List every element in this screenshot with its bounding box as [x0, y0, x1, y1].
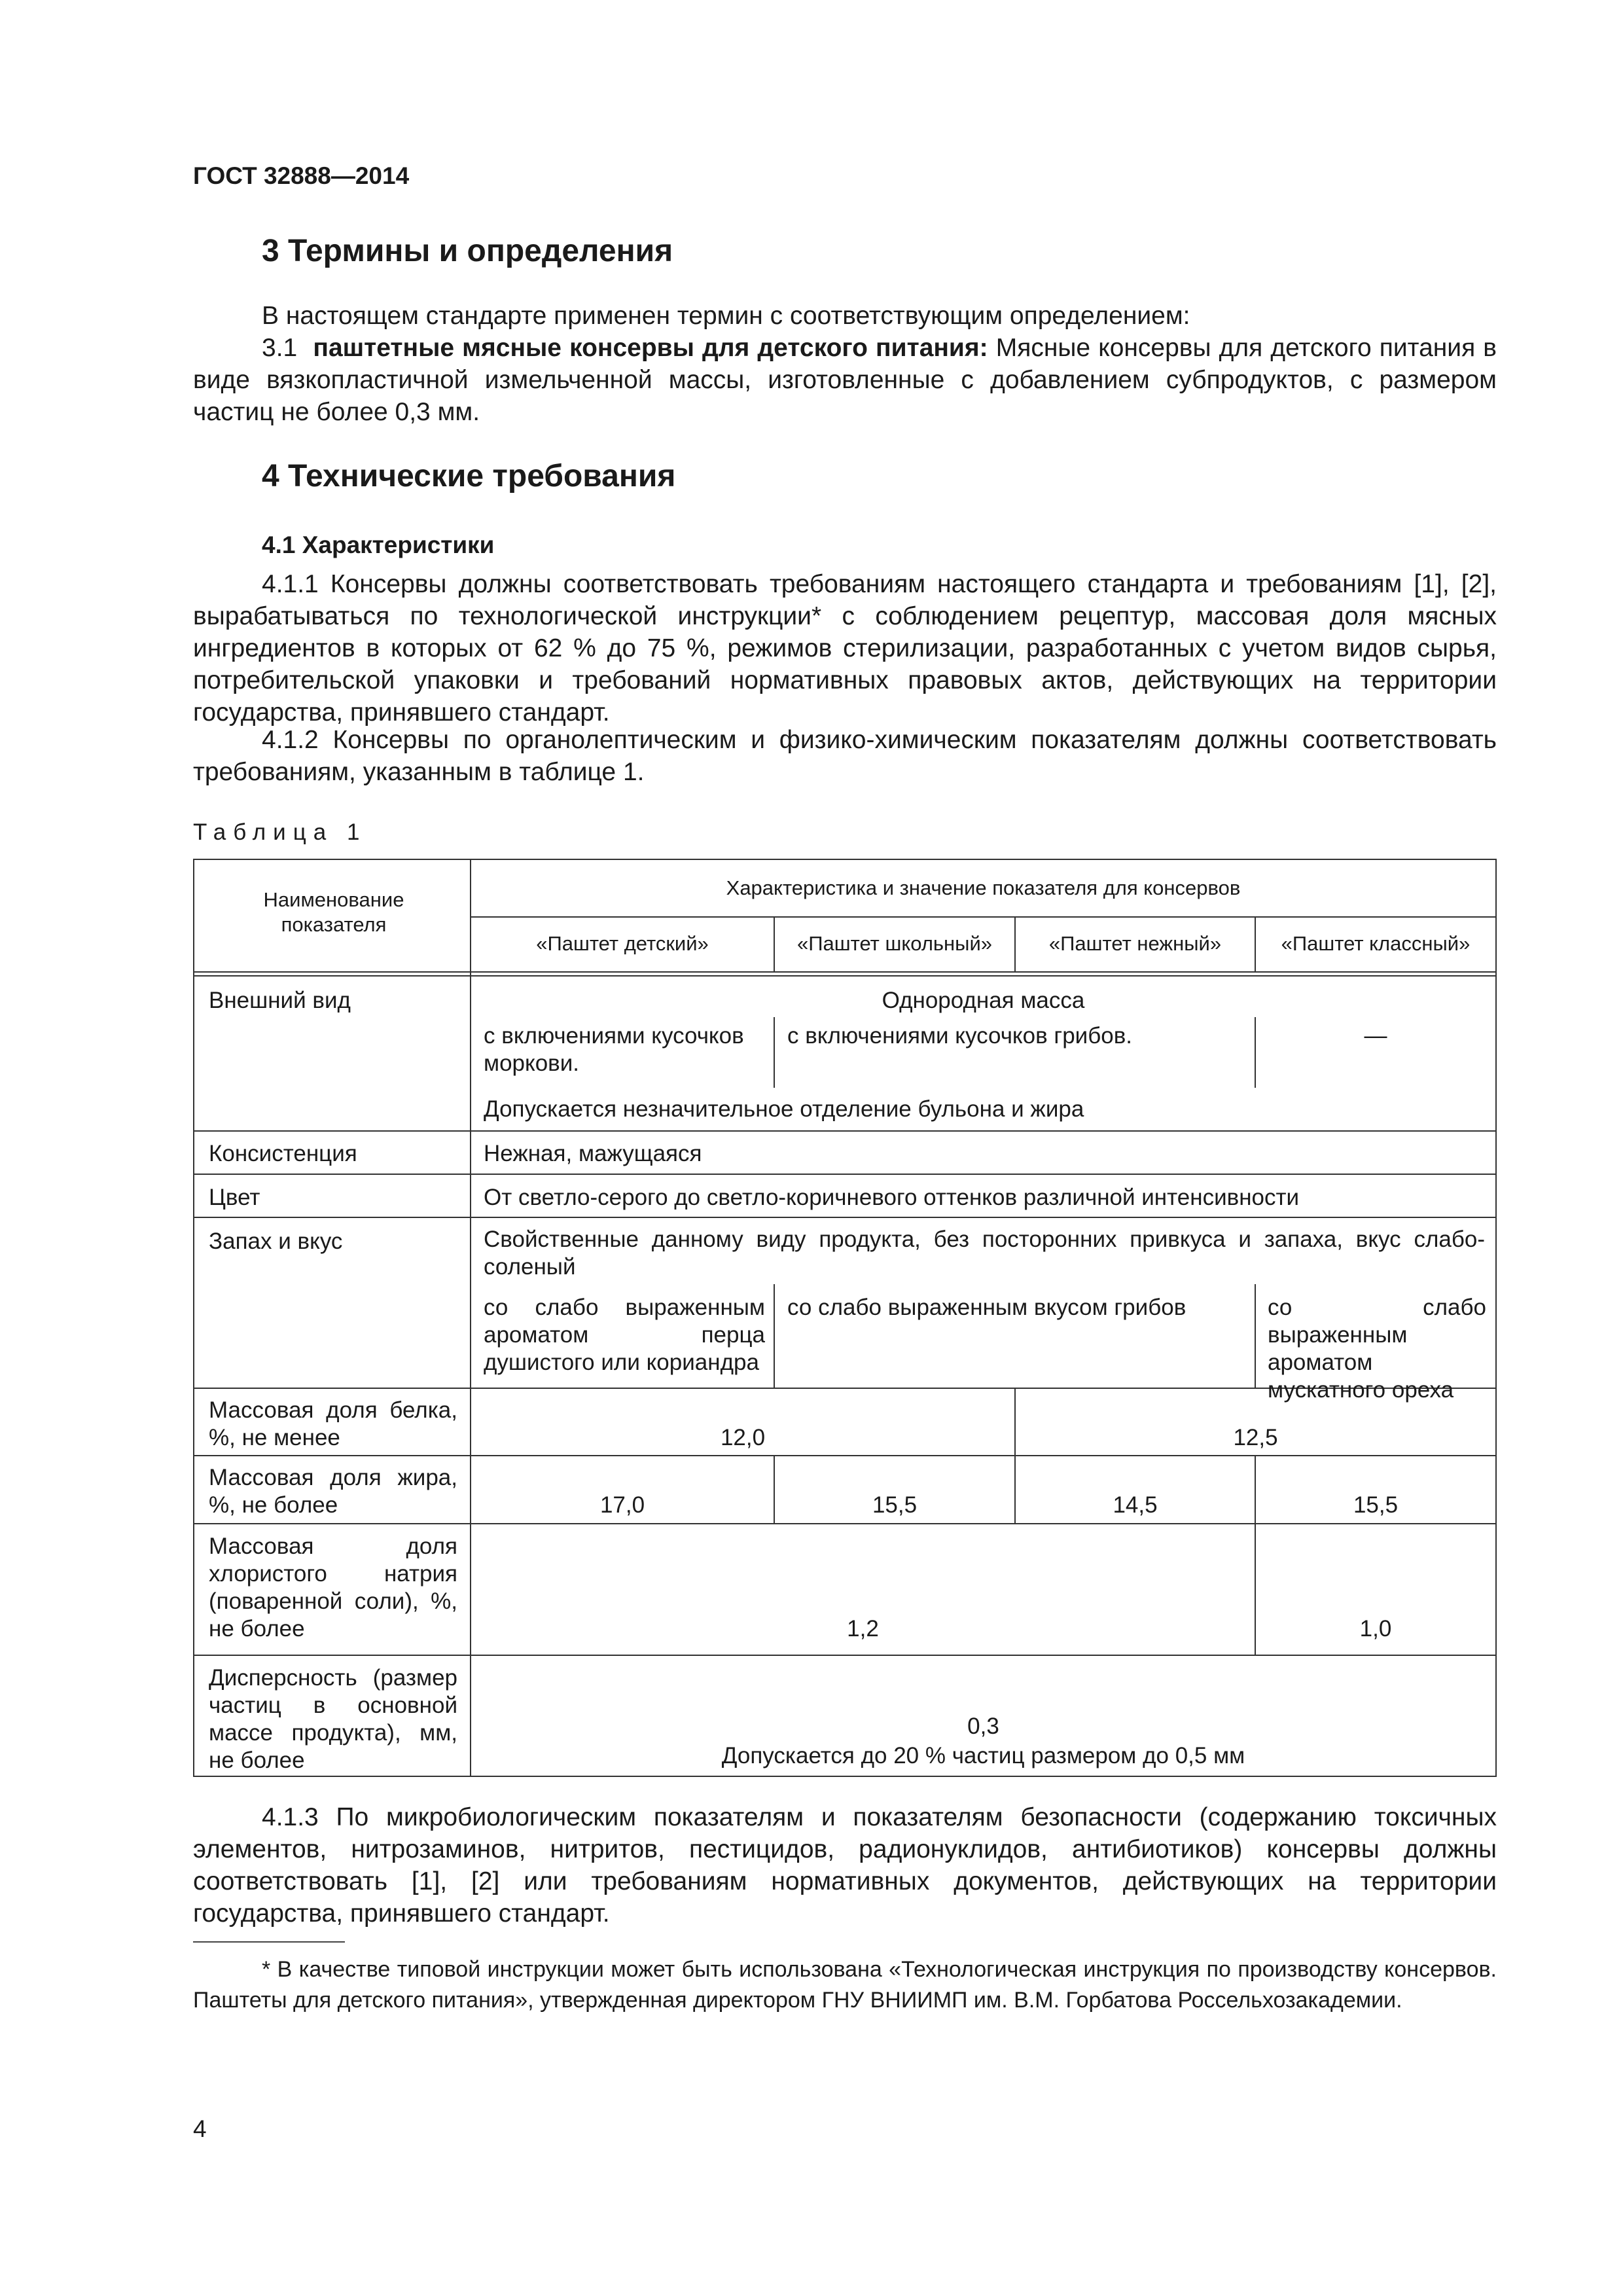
- footnote: * В качестве типовой инструкции может быть использована «Технологическая инструкция по производству консервов. Паштеты для детского питания», утвержденная директором ГНУ ВНИИМП им. В.М. Горбатова Россельхозакадемии.: [193, 1957, 1497, 2013]
- row-label-appearance: Внешний вид: [209, 988, 351, 1013]
- row-label-protein: Массовая доля белка, %, не менее: [209, 1397, 457, 1450]
- term-text: Мясные консервы для детского питания в виде вязкопластичной измельченной массы, изготовленные с добавлением субпродуктов, с размером частиц не более 0,3 мм.: [193, 334, 1497, 426]
- appearance-note: Допускается незначительное отделение бульона и жира: [484, 1096, 1084, 1122]
- term-definition: [193, 332, 1497, 428]
- paragraph-4-1-2: 4.1.2 Консервы по органолептическим и физико-химическим показателям должны соответствовать требованиям, указанным в таблице 1.: [193, 726, 1497, 786]
- fat-value: 14,5: [1113, 1492, 1158, 1518]
- color-value: От светло-серого до светло-коричневого оттенков различной интенсивности: [484, 1185, 1300, 1210]
- fat-value: 15,5: [872, 1492, 918, 1518]
- subsection-4-1-heading: 4.1 Характеристики: [262, 531, 495, 558]
- appearance-detskiy: с включениями кусочков моркови.: [484, 1023, 744, 1076]
- fat-value: 17,0: [599, 1492, 645, 1518]
- section-3-intro: В настоящем стандарте применен термин с соответствующим определением:: [262, 302, 1190, 330]
- fat-value: 15,5: [1353, 1492, 1399, 1518]
- footnote-divider: [193, 1941, 345, 1943]
- row-label-salt: Массовая доля хлористого натрия (поваренной соли), %, не более: [209, 1534, 457, 1641]
- paragraph-4-1-1: 4.1.1 Консервы должны соответствовать требованиям настоящего стандарта и требованиям [1], [2], вырабатываться по технологической инструкции* с соблюдением рецептур, массовая доля мясных ингредиентов в которых от 62 % до 75 %, режимов стерилизации, разработанных с учетом видов сырья, потребительской упаковки и требований нормативных правовых актов, действующих на территории государства, принявшего стандарт.: [193, 570, 1497, 726]
- consistency-value: Нежная, мажущаяся: [484, 1141, 702, 1166]
- row-label-dispersion: Дисперсность (размер частиц в основной массе продукта), мм, не более: [209, 1665, 457, 1773]
- column-header-product: «Паштет детский»: [536, 932, 709, 955]
- dispersion-note: Допускается до 20 % частиц размером до 0,5 мм: [721, 1743, 1245, 1768]
- salt-value-1: 1,2: [847, 1616, 879, 1641]
- appearance-klassny: —: [1364, 1023, 1387, 1049]
- row-label-fat: Массовая доля жира, %, не более: [209, 1465, 457, 1518]
- table-caption: Таблица 1: [193, 819, 367, 845]
- page-number: 4: [193, 2115, 207, 2142]
- smell-common: Свойственные данному виду продукта, без посторонних привкуса и запаха, вкус слабо-соленый: [484, 1227, 1485, 1280]
- section-3-heading: 3 Термины и определения: [262, 234, 673, 268]
- appearance-common: Однородная масса: [882, 988, 1085, 1013]
- row-label-smell: Запах и вкус: [209, 1229, 343, 1254]
- protein-value-1: 12,0: [720, 1425, 766, 1450]
- protein-value-2: 12,5: [1233, 1425, 1278, 1450]
- section-4-heading: 4 Технические требования: [262, 459, 676, 493]
- column-header-group: Характеристика и значение показателя для консервов: [726, 876, 1241, 899]
- smell-detskiy: со слабо выраженным ароматом перца душистого или кориандра: [484, 1295, 765, 1375]
- standard-code: ГОСТ 32888—2014: [193, 162, 410, 189]
- appearance-shkolny-nezhny: с включениями кусочков грибов.: [787, 1023, 1133, 1049]
- column-header-product: «Паштет классный»: [1281, 932, 1471, 955]
- row-label-consistency: Консистенция: [209, 1141, 357, 1166]
- smell-klassny: со слабо выраженным ароматом мускатного ореха: [1268, 1295, 1486, 1403]
- term-name: паштетные мясные консервы для детского питания:: [313, 334, 988, 362]
- column-header-product: «Паштет школьный»: [796, 932, 993, 955]
- table-1: [193, 859, 1497, 1777]
- column-header-product: «Паштет нежный»: [1048, 932, 1222, 955]
- dispersion-value: 0,3: [967, 1713, 999, 1739]
- smell-shkolny-nezhny: со слабо выраженным вкусом грибов: [787, 1295, 1186, 1320]
- paragraph-4-1-3: 4.1.3 По микробиологическим показателям и показателям безопасности (содержанию токсичных элементов, нитрозаминов, нитритов, пестицидов, радионуклидов, антибиотиков) консервы должны соответствовать [1], [2] или требованиям нормативных документов, действующих на территории государства, принявшего стандарт.: [193, 1803, 1497, 1928]
- column-header-indicator: Наименование показателя: [263, 888, 404, 936]
- row-label-color: Цвет: [209, 1185, 260, 1210]
- term-number: 3.1: [262, 334, 298, 362]
- salt-value-2: 1,0: [1359, 1616, 1392, 1641]
